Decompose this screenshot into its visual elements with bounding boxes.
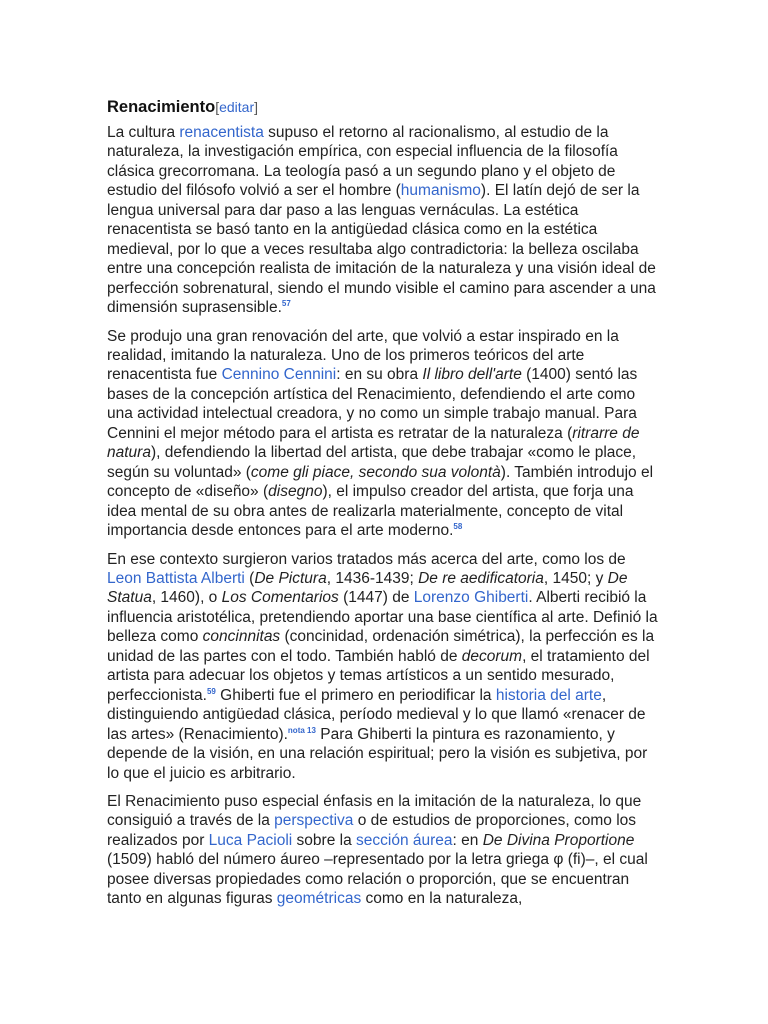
link-renacentista[interactable]: renacentista (179, 124, 264, 141)
text: , distinguiendo antigüedad clásica, período medieval y lo que llamó «renacer de las artes» (Renacimiento). (107, 686, 646, 743)
text: , el tratamiento del artista para adecuar los objetos y temas artísticos a un sentido mesurado, perfeccionista. (107, 647, 650, 704)
text: En ese contexto surgieron varios tratados más acerca del arte, como los de (107, 550, 626, 568)
italic-text: De Pictura (254, 569, 327, 587)
text: (1447) de (338, 589, 414, 607)
reference-59 (207, 687, 216, 696)
text: Ghiberti fue el primero en periodificar la (215, 686, 496, 704)
text: sobre la (292, 831, 357, 849)
text: (1509) habló del número áureo –representado por la letra griega φ (fi)–, el cual posee diversas propiedades como relación o proporción, que se encuentran tanto en algunas figuras (107, 851, 648, 908)
edit-link-wrapper (215, 99, 258, 115)
note-13-link[interactable]: nota 13 (287, 725, 316, 735)
text: supuso el retorno al racionalismo, al estudio de la naturaleza, la investigación empírica, con especial influencia de la filosofía clásica grecorromana. La teología pasó a un segundo plano y el objeto de estudio del filósofo volvió a ser el hombre ( (107, 124, 618, 200)
reference-59-link[interactable]: 59 (206, 686, 216, 696)
text: (concinidad, ordenación simétrica), la perfección es la unidad de las partes con el todo. También habló de (107, 628, 655, 665)
paragraph-4 (107, 792, 659, 909)
italic-text: Los Comentarios (221, 589, 339, 607)
link-geometricas[interactable]: geométricas (276, 890, 362, 908)
text: ), defendiendo la libertad del artista, que debe trabajar «como le place, según su voluntad» ( (107, 444, 637, 481)
text: o de estudios de proporciones, como los realizados por (107, 812, 637, 849)
italic-text: Il libro dell'arte (422, 366, 522, 384)
edit-bracket-open: [ (215, 99, 220, 115)
italic-text: De Divina Proportione (482, 831, 635, 849)
italic-text: ritrarre de natura (107, 424, 640, 462)
note-13 (288, 726, 316, 735)
text: (1400) sentó las bases de la concepción artística del Renacimiento, defendiendo el arte como una actividad intelectual creadora, y no como un simple trabajo manual. Para Cennini el mejor método para el artista es retratar de la naturaleza ( (107, 366, 638, 442)
link-cennino-cennini[interactable]: Cennino Cennini (221, 366, 337, 384)
text: como en la naturaleza, (361, 890, 523, 908)
text: , 1460), o (151, 589, 222, 607)
reference-57-link[interactable]: 57 (281, 299, 291, 309)
link-seccion-aurea[interactable]: sección áurea (356, 831, 453, 849)
text: ( (244, 569, 255, 587)
paragraph-1 (107, 123, 659, 318)
paragraph-3 (107, 550, 659, 783)
link-leon-battista-alberti[interactable]: Leon Battista Alberti (107, 569, 245, 587)
text: La cultura (107, 124, 180, 141)
italic-text: De re aedificatoria (418, 569, 544, 587)
text: El Renacimiento puso especial énfasis en la imitación de la naturaleza, lo que consiguió a través de la (107, 792, 642, 830)
italic-text: disegno (268, 483, 323, 501)
text: Se produjo una gran renovación del arte, que volvió a estar inspirado en la realidad, imitando la naturaleza. Uno de los primeros teóricos del arte renacentista fue (107, 327, 619, 384)
link-luca-pacioli[interactable]: Luca Pacioli (208, 831, 293, 849)
section-heading (107, 96, 659, 118)
text: ). También introdujo el concepto de «diseño» ( (107, 463, 654, 501)
reference-58 (453, 522, 462, 531)
edit-link[interactable]: editar (219, 99, 255, 115)
italic-text: decorum (461, 647, 523, 665)
link-historia-del-arte[interactable]: historia del arte (495, 686, 602, 704)
text: ). El latín dejó de ser la lengua universal para dar paso a las lenguas vernáculas. La estética renacentista se basó tanto en la antigüedad clásica como en la estética medieval, por lo que a veces resultaba algo contradictoria: la belleza oscilaba entre una concepción realista de imitación de la naturaleza y una visión ideal de perfección sobrenatural, siendo el mundo visible el camino para ascender a una dimensión suprasensible. (107, 182, 656, 317)
text: : en su obra (336, 366, 423, 384)
heading-title: Renacimiento (107, 98, 216, 116)
text: ), el impulso creador del artista, que forja una idea mental de su obra antes de realizarla materialmente, concepto de vital importancia desde entonces para el arte moderno. (107, 483, 634, 540)
italic-text: De Statua (107, 569, 628, 607)
text: . Alberti recibió la influencia aristotélica, pretendiendo aportar una base científica al arte. Definió la belleza como (107, 589, 658, 646)
italic-text: concinnitas (202, 628, 281, 646)
link-perspectiva[interactable]: perspectiva (274, 812, 354, 830)
text: , 1450; y (543, 569, 608, 587)
reference-57 (282, 299, 291, 308)
italic-text: come gli piace, secondo sua volontà (250, 463, 501, 481)
paragraph-2 (107, 327, 659, 541)
edit-bracket-close: ] (254, 99, 259, 115)
article-section (107, 96, 659, 918)
text: : en (452, 831, 483, 849)
link-humanismo[interactable]: humanismo (400, 182, 481, 200)
text: , 1436-1439; (326, 569, 419, 587)
text: Para Ghiberti la pintura es razonamiento, y depende de la visión, en una relación espiritual; pero la visión es subjetiva, por lo que el juicio es arbitrario. (107, 725, 648, 782)
link-lorenzo-ghiberti[interactable]: Lorenzo Ghiberti (413, 589, 529, 607)
reference-58-link[interactable]: 58 (453, 522, 463, 532)
